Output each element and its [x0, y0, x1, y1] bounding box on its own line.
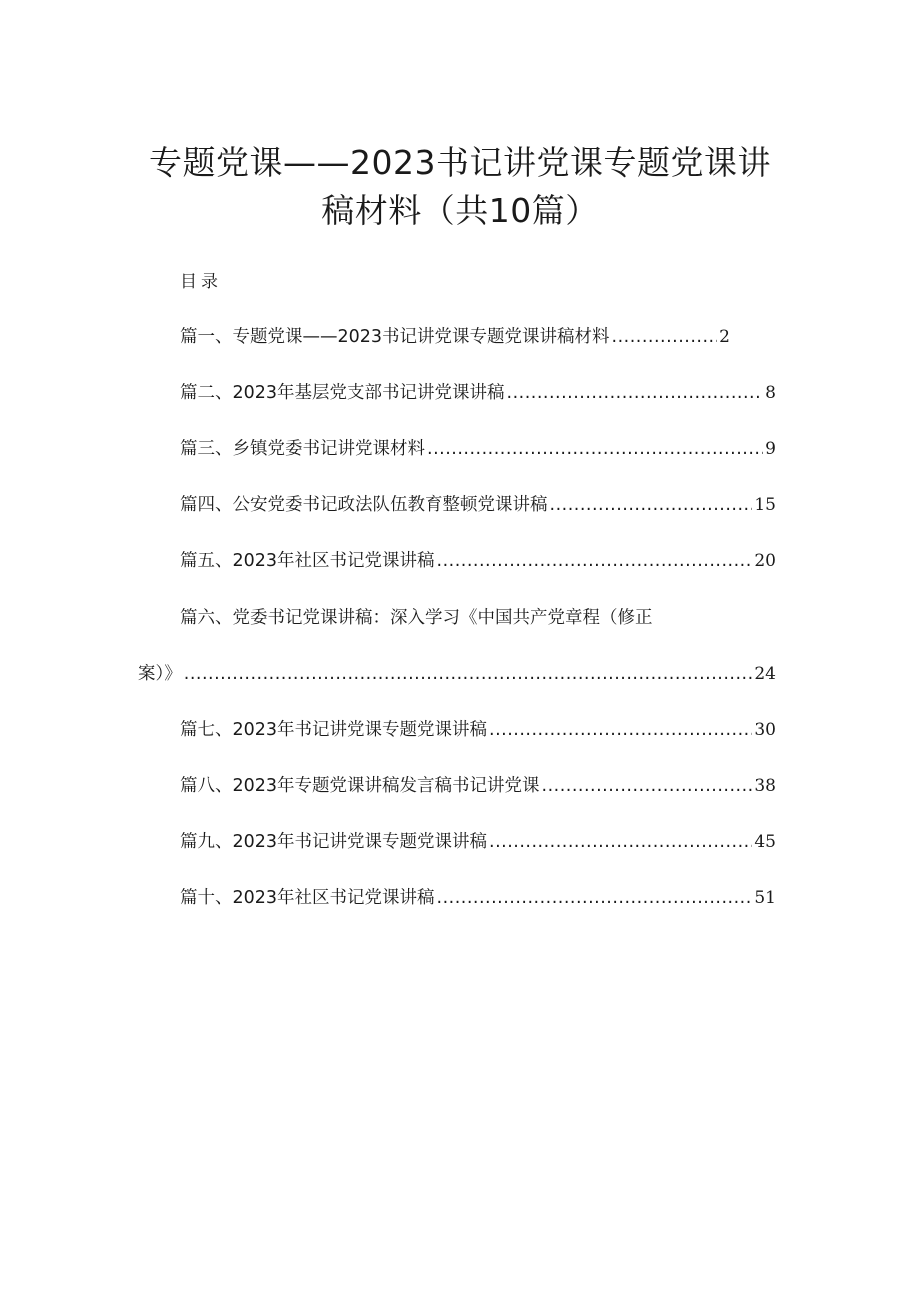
toc-page-number: 8: [765, 383, 776, 403]
toc-page-number: 45: [754, 832, 776, 852]
toc-dot-leader: [437, 885, 753, 911]
toc-page-number: 15: [754, 495, 776, 515]
toc-dot-leader: [489, 829, 752, 855]
toc-page-number: 38: [754, 776, 776, 796]
toc-dot-leader: [542, 773, 753, 799]
document-title-line-2: 稿材料（共10篇）: [321, 191, 599, 230]
toc-dot-leader: [489, 717, 752, 743]
toc-dot-leader: [437, 548, 753, 574]
toc-entry-2[interactable]: [180, 380, 776, 406]
toc-entry-text: 篇二、2023年基层党支部书记讲党课讲稿: [180, 383, 505, 403]
toc-dot-leader: [184, 661, 753, 687]
toc-entry-text: 篇三、乡镇党委书记讲党课材料: [180, 439, 425, 459]
toc-entry-text: 篇十、2023年社区书记党课讲稿: [180, 888, 435, 908]
toc-page-number: 30: [754, 720, 776, 740]
toc-entry-1[interactable]: [180, 324, 730, 350]
toc-entry-6-line-2[interactable]: [138, 661, 776, 687]
toc-entry-7[interactable]: [180, 717, 776, 743]
toc-dot-leader: [612, 324, 718, 350]
toc-entry-text: 篇九、2023年书记讲党课专题党课讲稿: [180, 832, 488, 852]
toc-entry-text: 篇七、2023年书记讲党课专题党课讲稿: [180, 720, 488, 740]
toc-dot-leader: [550, 492, 753, 518]
toc-entry-8[interactable]: [180, 773, 776, 799]
toc-page-number: 9: [765, 439, 776, 459]
toc-page-number: 20: [754, 551, 776, 571]
toc-entry-6-line-1[interactable]: 篇六、党委书记党课讲稿：深入学习《中国共产党章程（修正: [180, 608, 653, 628]
toc-entry-text: 篇一、专题党课——2023书记讲党课专题党课讲稿材料: [180, 327, 610, 347]
toc-entry-4[interactable]: [180, 492, 776, 518]
toc-entry-3[interactable]: [180, 436, 776, 462]
toc-dot-leader: [507, 380, 764, 406]
toc-entry-5[interactable]: [180, 548, 776, 574]
document-title-line-1: 专题党课——2023书记讲党课专题党课讲: [149, 143, 771, 182]
toc-page-number: 51: [754, 888, 776, 908]
toc-dot-leader: [427, 436, 763, 462]
toc-entry-text: 篇四、公安党委书记政法队伍教育整顿党课讲稿: [180, 495, 548, 515]
toc-entry-10[interactable]: [180, 885, 776, 911]
toc-entry-text: 篇五、2023年社区书记党课讲稿: [180, 551, 435, 571]
toc-entry-text: 篇八、2023年专题党课讲稿发言稿书记讲党课: [180, 776, 540, 796]
toc-entry-9[interactable]: [180, 829, 776, 855]
toc-heading: 目录: [180, 272, 222, 292]
toc-page-number: 2: [719, 327, 730, 347]
toc-page-number: 24: [754, 664, 776, 684]
toc-entry-text: 案）》: [138, 664, 182, 684]
